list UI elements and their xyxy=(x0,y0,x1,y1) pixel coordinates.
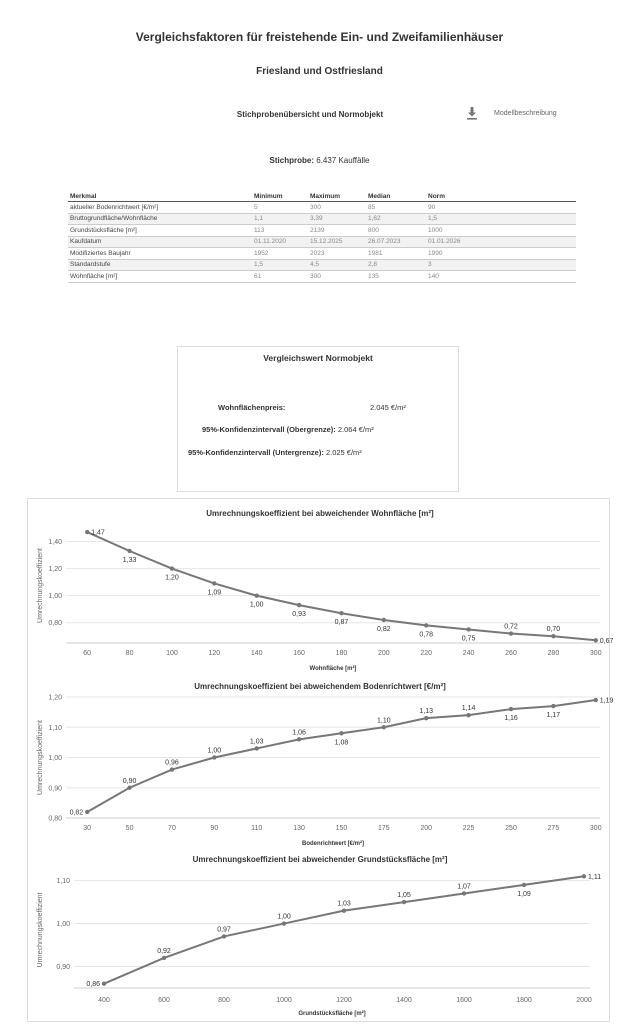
data-label: 0,97 xyxy=(217,926,231,934)
chart-title: Umrechnungskoeffizient bei abweichender Grundstücksfläche [m²] xyxy=(192,855,448,864)
x-tick-label: 180 xyxy=(335,650,348,657)
table-cell: 1990 xyxy=(426,248,576,260)
x-tick-label: 2000 xyxy=(576,997,592,1004)
data-label: 1,03 xyxy=(337,900,351,908)
norm-title: Vergleichswert Normobjekt xyxy=(263,353,373,363)
data-label: 1,14 xyxy=(461,705,476,713)
x-tick-label: 280 xyxy=(547,650,560,657)
x-tick-label: 220 xyxy=(420,650,433,657)
y-axis-label: Umrechnungskoeffizient xyxy=(37,720,44,795)
x-tick-label: 1200 xyxy=(336,997,352,1004)
table-cell: 01.11.2020 xyxy=(252,236,308,248)
data-label: 1,00 xyxy=(249,601,264,609)
x-tick-label: 275 xyxy=(547,825,560,832)
data-label: 1,07 xyxy=(457,883,471,891)
data-point xyxy=(424,716,428,720)
table-cell: 3 xyxy=(426,259,576,271)
x-tick-label: 600 xyxy=(158,997,170,1004)
table-cell: 1,1 xyxy=(252,213,308,225)
x-tick-label: 110 xyxy=(251,825,263,832)
table-cell: Standardstufe xyxy=(68,259,252,271)
table-cell: 113 xyxy=(252,225,308,237)
sample-value: 6.437 Kauffälle xyxy=(316,156,370,165)
overview-title: Stichprobenübersicht und Normobjekt xyxy=(236,110,384,119)
price-value: 2.045 €/m² xyxy=(370,403,406,412)
col-header: Median xyxy=(366,192,426,202)
data-label: 0,90 xyxy=(122,777,137,785)
sample-label: Stichprobe: xyxy=(269,156,314,165)
data-label: 0,67 xyxy=(599,637,614,645)
data-point xyxy=(382,725,386,729)
table-cell: 85 xyxy=(366,202,426,214)
data-point xyxy=(594,638,598,642)
price-label: Wohnflächenpreis: xyxy=(218,403,286,412)
x-tick-label: 1600 xyxy=(456,997,472,1004)
data-point xyxy=(255,746,259,750)
table-cell: 5 xyxy=(252,202,308,214)
table-cell: 300 xyxy=(308,202,366,214)
data-point xyxy=(582,874,586,878)
table-cell: 135 xyxy=(366,271,426,283)
data-label: 1,20 xyxy=(165,574,179,582)
x-tick-label: 50 xyxy=(125,825,134,832)
data-point xyxy=(212,581,216,585)
table-cell: 800 xyxy=(366,225,426,237)
upper-value: 2.064 €/m² xyxy=(337,425,374,434)
x-tick-label: 800 xyxy=(218,997,230,1004)
data-label: 0,72 xyxy=(504,623,518,631)
data-point xyxy=(594,698,598,702)
y-axis-label: Umrechnungskoeffizient xyxy=(37,548,44,623)
x-tick-label: 240 xyxy=(462,650,475,657)
data-label: 1,03 xyxy=(249,738,264,746)
x-tick-label: 1000 xyxy=(276,997,292,1004)
lower-value: 2.025 €/m² xyxy=(325,448,362,457)
y-tick-label: 0,80 xyxy=(48,815,62,823)
x-tick-label: 30 xyxy=(83,825,92,832)
data-label: 0,86 xyxy=(86,981,100,989)
y-tick-label: 0,90 xyxy=(48,785,62,793)
data-point xyxy=(170,566,174,570)
x-tick-label: 400 xyxy=(98,997,110,1004)
data-point xyxy=(282,921,286,925)
data-label: 0,75 xyxy=(461,635,476,643)
x-tick-label: 120 xyxy=(208,650,221,657)
x-tick-label: 225 xyxy=(462,825,475,832)
data-label: 1,33 xyxy=(122,557,137,564)
data-label: 0,92 xyxy=(157,947,171,955)
x-tick-label: 130 xyxy=(293,825,305,832)
table-cell: Wohnfläche [m²] xyxy=(68,271,252,283)
table-cell: 3,39 xyxy=(308,213,366,225)
x-tick-label: 80 xyxy=(125,650,134,657)
y-tick-label: 1,00 xyxy=(56,921,70,929)
x-axis-label: Grundstücksfläche [m²] xyxy=(298,1011,366,1017)
data-point xyxy=(222,934,226,938)
x-tick-label: 150 xyxy=(335,825,348,832)
data-label: 1,13 xyxy=(419,708,434,716)
region-title: Friesland und Ostfriesland xyxy=(256,66,383,77)
table-cell: 2139 xyxy=(308,225,366,237)
table-cell: 2023 xyxy=(308,248,366,260)
data-label: 1,09 xyxy=(207,589,222,597)
data-label: 0,78 xyxy=(419,631,434,639)
col-header: Maximum xyxy=(308,192,366,202)
page-title: Vergleichsfaktoren für freistehende Ein- und Zweifamilienhäuser xyxy=(135,30,504,44)
table-cell: aktueller Bodenrichtwert [€/m²] xyxy=(68,202,252,214)
data-point xyxy=(170,767,174,771)
series-line xyxy=(104,876,584,983)
x-tick-label: 1800 xyxy=(516,997,532,1004)
data-point xyxy=(382,618,386,622)
x-tick-label: 300 xyxy=(589,650,602,657)
table-cell: 1981 xyxy=(366,248,426,260)
data-point xyxy=(551,704,555,708)
data-point xyxy=(466,627,470,631)
x-tick-label: 175 xyxy=(378,825,390,832)
data-point xyxy=(462,891,466,895)
x-tick-label: 260 xyxy=(505,650,517,657)
y-tick-label: 1,10 xyxy=(56,878,70,886)
data-label: 1,19 xyxy=(599,697,614,705)
data-label: 1,08 xyxy=(334,739,349,747)
chart-title: Umrechnungskoeffizient bei abweichendem Bodenrichtwert [€/m²] xyxy=(194,682,446,691)
data-point xyxy=(85,810,89,814)
data-label: 1,10 xyxy=(377,717,391,725)
y-tick-label: 1,00 xyxy=(48,593,62,601)
data-point xyxy=(342,908,346,912)
x-tick-label: 140 xyxy=(250,650,263,657)
data-label: 1,47 xyxy=(91,529,105,537)
model-description-link[interactable]: Modellbeschreibung xyxy=(494,110,557,117)
x-tick-label: 60 xyxy=(83,650,92,657)
col-header: Merkmal xyxy=(68,192,252,202)
table-cell: Modifiziertes Baujahr xyxy=(68,248,252,260)
data-label: 1,17 xyxy=(546,712,561,720)
y-tick-label: 0,80 xyxy=(48,620,62,628)
data-label: 1,09 xyxy=(517,890,531,898)
x-tick-label: 250 xyxy=(505,825,517,832)
chart-title: Umrechnungskoeffizient bei abweichender Wohnfläche [m²] xyxy=(206,509,434,518)
data-label: 0,70 xyxy=(546,626,561,634)
data-label: 1,00 xyxy=(207,747,222,755)
table-cell: 1952 xyxy=(252,248,308,260)
data-point xyxy=(551,634,555,638)
x-tick-label: 100 xyxy=(166,650,178,657)
data-point xyxy=(466,713,470,717)
data-point xyxy=(297,737,301,741)
x-tick-label: 160 xyxy=(293,650,305,657)
x-axis-label: Bodenrichtwert [€/m²] xyxy=(301,841,365,847)
col-header: Minimum xyxy=(252,192,308,202)
y-tick-label: 1,40 xyxy=(48,539,62,547)
data-point xyxy=(102,982,106,986)
x-axis-label: Wohnfläche [m²] xyxy=(309,666,357,672)
data-point xyxy=(127,549,131,553)
data-label: 0,96 xyxy=(165,759,179,767)
table-cell: 4,5 xyxy=(308,259,366,271)
table-cell: 90 xyxy=(426,202,576,214)
x-tick-label: 70 xyxy=(168,825,176,832)
data-label: 0,82 xyxy=(69,809,84,817)
data-point xyxy=(424,623,428,627)
data-point xyxy=(212,755,216,759)
lower-label: 95%-Konfidenzintervall (Untergrenze): xyxy=(188,448,324,457)
table-cell: 1,62 xyxy=(366,213,426,225)
y-axis-label: Umrechnungskoeffizient xyxy=(37,892,44,968)
table-cell: 1,5 xyxy=(252,259,308,271)
y-tick-label: 1,00 xyxy=(48,755,62,762)
table-cell: Bruttogrundfläche/Wohnfläche xyxy=(68,213,252,225)
data-label: 0,93 xyxy=(292,611,306,619)
data-point xyxy=(509,631,513,635)
data-point xyxy=(402,900,406,904)
data-point xyxy=(522,883,526,887)
data-point xyxy=(85,530,89,534)
table-cell: 15.12.2025 xyxy=(308,236,366,248)
x-tick-label: 200 xyxy=(378,650,390,657)
data-point xyxy=(255,593,259,597)
table-cell: 2,8 xyxy=(366,259,426,271)
y-tick-label: 1,10 xyxy=(48,724,62,732)
data-label: 1,06 xyxy=(292,729,306,737)
y-tick-label: 1,20 xyxy=(48,694,62,702)
series-line xyxy=(87,700,596,812)
col-header: Norm xyxy=(426,192,576,202)
table-cell: 26.07.2023 xyxy=(366,236,426,248)
data-label: 0,87 xyxy=(334,619,349,627)
x-tick-label: 300 xyxy=(589,825,602,832)
table-cell: 140 xyxy=(426,271,576,283)
data-point xyxy=(127,786,131,790)
x-tick-label: 1400 xyxy=(396,997,412,1004)
data-label: 0,82 xyxy=(377,626,391,633)
y-tick-label: 1,20 xyxy=(48,566,62,574)
table-cell: 1000 xyxy=(426,225,576,237)
data-point xyxy=(297,603,301,607)
table-cell: Grundstücksfläche [m²] xyxy=(68,225,252,237)
data-label: 1,00 xyxy=(277,913,291,921)
x-tick-label: 200 xyxy=(420,825,433,832)
data-point xyxy=(162,956,166,960)
data-point xyxy=(339,611,343,615)
data-point xyxy=(509,707,513,711)
data-label: 1,05 xyxy=(397,892,411,900)
upper-label: 95%-Konfidenzintervall (Obergrenze): xyxy=(202,425,336,434)
y-tick-label: 0,90 xyxy=(56,964,70,972)
table-cell: 01.01.2026 xyxy=(426,236,576,248)
table-cell: Kaufdatum xyxy=(68,236,252,248)
data-label: 1,11 xyxy=(588,873,602,881)
table-cell: 61 xyxy=(252,271,308,283)
table-cell: 1,5 xyxy=(426,213,576,225)
table-cell: 300 xyxy=(308,271,366,283)
data-label: 1,16 xyxy=(504,715,518,723)
x-tick-label: 90 xyxy=(210,825,219,832)
data-point xyxy=(339,731,343,735)
